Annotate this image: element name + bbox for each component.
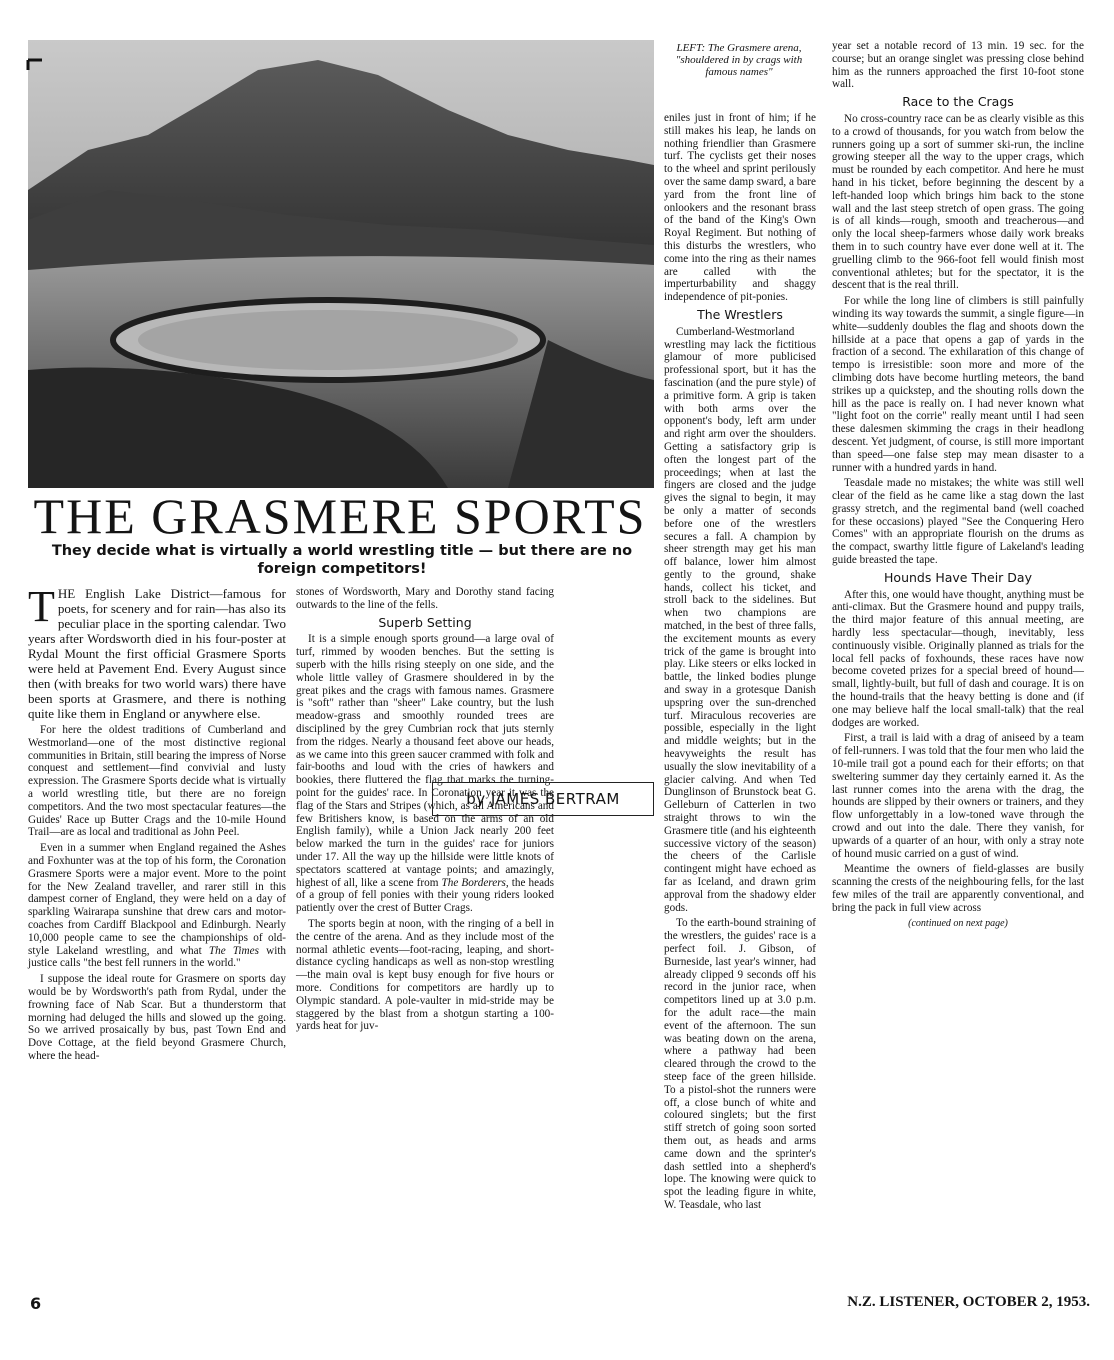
paragraph: year set a notable record of 13 min. 19 sec. for the course; but an orange singlet was pressing close behind him as the runners approached the first 10-foot stone wall. [832,40,1084,91]
paragraph: stones of Wordsworth, Mary and Dorothy stand facing outwards to the line of the fells. [296,586,554,611]
page-number: 6 [30,1294,42,1313]
paragraph: I suppose the ideal route for Grasmere on sports day would be by Wordsworth's path from Rydal, under the frowning face of Nab Scar. But a thunderstorm that morning had deluged the hills and slowed up the going. So we arrived prosaically by bus, past Town End and Dove Cottage, at the field beyond Grasmere Church, where the head- [28,973,286,1062]
subheadline: They decide what is virtually a world wrestling title — but there are no foreign competitors! [51,543,633,577]
headline: THE GRASMERE SPORTS [33,488,647,544]
article-column-4 [832,40,1084,1288]
paragraph: No cross-country race can be as clearly visible as this to a crowd of thousands, for you watch from below the runners going up a sort of summer ski-run, the incline growing steeper all the way to the upper crags, which must be rounded by each competitor. And here he must hand in his ticket, before beginning the descent by a left-handed loop which brings him back to the stone wall and the last steep stretch of open grass. The going is of all kinds—rough, smooth and treacherous—and only the local sheep-farmers whose daily work breaks them in to such country have ever done well at it. The gruelling climb to the 966-foot fell would finish most conventional athletes; but for the spectator, it is the descent that is the real thrill. [832,112,1084,292]
paragraph: Meantime the owners of field-glasses are busily scanning the crests of the neighbouring fells, for the last few miles of the trail are apparently conventional, and bring the pack in full view across [832,863,1084,914]
article-column-3 [664,112,816,1211]
grasmere-arena-photo [28,40,654,488]
arena-landscape-illustration [28,40,654,488]
paragraph: For while the long line of climbers is still painfully winding its way towards the summit, a single figure—in white—suddenly doubles the flag and shoots down the hillside at a pace that opens a gap of yards in the fraction of a second. The exhilaration of this change of tempo is irresistible: soon more and more of the climbing dots have become hurtling meteors, the band strikes up a quickstep, and the shouting rolls down the hill as the pace is really on. I had never known what "light foot on the corrie" really meant until I had seen these dalesmen skimming the crags in their headlong descent. Yet judgment, of course, is still more important than speed—one false step may mean disaster to a runner with a hundred yards in hand. [832,295,1084,474]
paragraph: To the earth-bound straining of the wrestlers, the guides' race is a perfect foil. J. Gibson, of Burneside, last year's winner, had already clipped 9 seconds off his record in the junior race, when competitors lined up at 3.0 p.m. for the adult race—the main event of the afternoon. The sun was beating down on the arena, where a pathway had been cleared through the crowd to the steep face of the green hillside. To a pistol-shot the runners were off, a close bunch of white and coloured singlets; but the first stiff stretch of going soon sorted them out, as heads and arms came down and the sprinter's dash settled into a shepherd's lope. The knowing were quick to spot the leading figure in white, W. Teasdale, who last [664,917,816,1211]
section-heading-wrestlers: The Wrestlers [697,306,783,322]
section-heading-superb-setting: Superb Setting [378,614,472,630]
article-column-2 [296,586,554,1286]
byline-box: by JAMES BERTRAM [432,782,654,816]
paragraph: After this, one would have thought, anything must be anti-climax. But the Grasmere hound and puppy trails, the third major feature of this annual meeting, are hardly less spectacular—though, inevitably, less continuously visible. Originally planned as trials for the local fell packs of foxhounds, these races have now become coveted prizes for a special breed of hound—small, lightly-built, but full of dash and courage. It is on the hound-trails that the heavy betting is done and (if one may believe half the local small-talk) that the real dodges are worked. [832,588,1084,729]
lead-paragraph: THE English Lake District—famous for poets, for scenery and for rain—has also its peculiar place in the sporting calendar. Two years after Wordsworth died in his four-poster at Rydal Mount the first official Grasmere Sports were held at Pavement End. Every August since then (with breaks for two world wars) there have been sports at Grasmere, and there is nothing quite like them in England or anywhere else. [28,582,287,721]
paragraph: eniles just in front of him; if he still makes his leap, he lands on nothing friendlier than Grasmere turf. The cyclists get their noses to the wheel and sprint perilously over the same damp sward, a bare yard from the front line of onlookers and the resonant brass of the band of the King's Own Royal Regiment. But nothing of this disturbs the wrestlers, who come into the ring as their names are called with the imperturbability and shaggy independence of pit-ponies. [664,112,816,304]
paragraph: For here the oldest traditions of Cumberland and Westmorland—one of the most distinctive regional communities in Britain, still bearing the impress of Norse conquest and settlement—find convivial and lusty expression. The Grasmere Sports decide what is virtually a world wrestling title, but there are no foreign competitors. And the two most spectacular features—the Guides' Race up Butter Crags and the 10-mile Hound Trail—are as local and traditional as John Peel. [28,724,286,839]
publication-line: N.Z. LISTENER, OCTOBER 2, 1953. [847,1294,1090,1310]
drop-cap: T [28,582,55,631]
article-column-1 [28,582,287,1286]
section-heading-hounds: Hounds Have Their Day [884,569,1032,585]
photo-caption: LEFT: The Grasmere arena, "shouldered in by crags with famous names" [675,42,803,78]
paragraph: Cumberland-Westmorland wrestling may lack the fictitious glamour of more publicised professional sport, but it has the fascination (and the pure style) of a primitive form. A grip is taken with both arms over the opponent's body, left arm under and right arm over the shoulders. Getting a satisfactory grip is often the longest part of the proceedings; when at last the fingers are closed and the judge gives the signal to begin, it may be only a matter of seconds before one of the wrestlers secures a fall. A champion by sheer strength may get his man off balance, lower him almost gently to the ground, shake hands, collect his ticket, and stroll back to the sidelines. But when two champions are matched, in the best of three falls, the excitement mounts as every trick of the game is brought into play. Like steers or elks locked in battle, the linked bodies plunge and sway in a grotesque Danish upspring over the sun-drenched turf. Miraculous recoveries are possible, especially in the light and middle weights; but in the heavyweights the result has usually the slow inevitability of a glacier calving. And when Ted Dunglinson of Brunstock beat G. Gelleburn of Catterlen in two straight throws to win the Grasmere title (and his eighteenth successive victory of the season) the cheers of the Carlisle contingent might have echoed as far as Iceland, and drawn grim approval from the shadowy elder gods. [664,325,816,914]
paragraph: Even in a summer when England regained the Ashes and Foxhunter was at the top of his form, the Coronation Grasmere Sports were a major event. More to the point for the New Zealand traveller, and rarer still in this dampest corner of England, they were held on a day of sparkling Wairarapa sunshine that drew cars and motor-coaches from Cardiff Blackpool and Edinburgh. Nearly 10,000 people came to see the championships of old-style Lakeland wrestling, and what The Times with justice calls "the best fell runners in the world." [28,842,287,970]
paragraph: Teasdale made no mistakes; the white was still well clear of the field as he came like a stag down the last grassy stretch, and the regimental band (well coached for these occasions) played "See the Conquering Hero Comes" with an appropriate flourish on the drums as the compact, swarthy little figure of Lakeland's leading guide breasted the tape. [832,477,1084,567]
paragraph: The sports begin at noon, with the ringing of a bell in the centre of the arena. And as they include most of the normal athletic events—foot-racing, leaping, and short-distance cycling handicaps as well as non-stop wrestling—the main oval is kept busy enough for five hours or more. Conditions for competitors are hardly up to Olympic standard. A pole-vaulter in mid-stride may be staggered by the blast from a shotgun starting a 100-yards heat for juv- [296,917,554,1033]
continued-note: (continued on next page) [908,917,1008,929]
paragraph: It is a simple enough sports ground—a large oval of turf, rimmed by wooden benches. But the setting is superb with the hills rising steeply on one side, and the whole little valley of Grasmere shouldered in by the great pikes and the crags with famous names. Grasmere is "soft" rather than "sheer" Lake country, but the lush meadow-grass and smoothly rounded trees are disciplined by the grey Cumbrian rock that juts sternly from the ridges. Nearly a thousand feet above our heads, as we came into this green saucer crammed with folk and fair-booths and loud with the cries of hawkers and bookies, there fluttered the flag that marks the turning-point for the guides' race. In Coronation year it was the flag of the Stars and Stripes (which, as all Americans and few Britishers know, is based on the arms of an old English family), while a Union Jack nearly 200 feet below marked the turn in the guides' race for juniors under 17. All the way up the hillside were little knots of spectators scattered at vantage points; and amazingly, highest of all, like a scene from The Borderers, the heads of a group of fell ponies with their young riders looked patiently over the crest of Butter Crags. [296,633,554,915]
section-heading-race-to-crags: Race to the Crags [902,94,1014,110]
paragraph: First, a trail is laid with a drag of aniseed by a team of fell-runners. I was told that the four men who laid the 10-mile trail got a pound each for their efforts; on that sweltering summer day they certainly earned it. As the last runner comes into the arena with the drag, the hounds are slipped by their owners or trainers, and they flow unforgettably in a low-toned wave through the crowd and out into the dale. There they vanish, for upwards of a quarter of an hour, with only a stray note of hound music carried on a gust of wind. [832,732,1084,860]
